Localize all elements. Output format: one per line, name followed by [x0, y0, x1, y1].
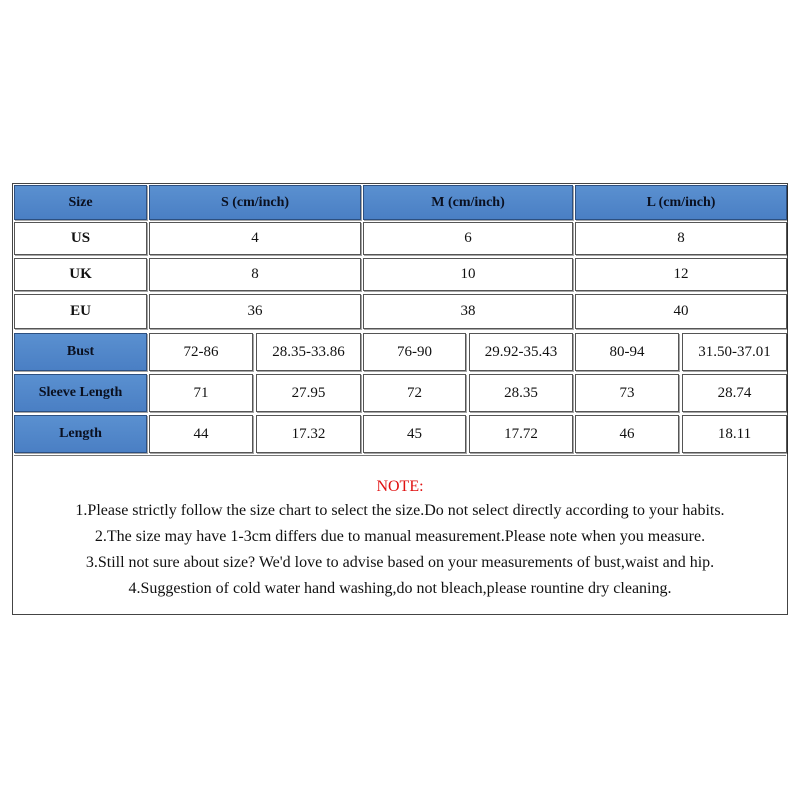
note-line-3: 3.Still not sure about size? We'd love to advise based on your measurements of bust,waist and hip. — [85, 554, 715, 571]
eu-value-s: 36 — [149, 294, 361, 329]
length-m-cm: 45 — [363, 415, 466, 453]
bust-s-inch: 28.35-33.86 — [256, 333, 361, 371]
us-value-l: 8 — [575, 222, 787, 255]
row-label-uk: UK — [14, 258, 147, 291]
sleeve-m-cm: 72 — [363, 374, 466, 412]
note-title: NOTE: — [376, 478, 424, 495]
uk-value-s: 8 — [149, 258, 361, 291]
bust-l-inch: 31.50-37.01 — [682, 333, 787, 371]
length-l-inch: 18.11 — [682, 415, 787, 453]
bust-s-cm: 72-86 — [149, 333, 253, 371]
sleeve-s-inch: 27.95 — [256, 374, 361, 412]
note-line-4: 4.Suggestion of cold water hand washing,do not bleach,please rountine dry cleaning. — [128, 580, 672, 597]
bust-m-cm: 76-90 — [363, 333, 466, 371]
uk-value-m: 10 — [363, 258, 573, 291]
sleeve-m-inch: 28.35 — [469, 374, 573, 412]
header-size-label: Size — [14, 185, 147, 220]
header-size-s: S (cm/inch) — [149, 185, 361, 220]
us-value-m: 6 — [363, 222, 573, 255]
eu-value-m: 38 — [363, 294, 573, 329]
row-label-length: Length — [14, 415, 147, 453]
length-m-inch: 17.72 — [469, 415, 573, 453]
us-value-s: 4 — [149, 222, 361, 255]
length-s-inch: 17.32 — [256, 415, 361, 453]
sleeve-l-cm: 73 — [575, 374, 679, 412]
header-size-m: M (cm/inch) — [363, 185, 573, 220]
eu-value-l: 40 — [575, 294, 787, 329]
row-label-bust: Bust — [14, 333, 147, 371]
row-label-eu: EU — [14, 294, 147, 329]
notes-section — [14, 455, 786, 614]
row-label-us: US — [14, 222, 147, 255]
sleeve-l-inch: 28.74 — [682, 374, 787, 412]
uk-value-l: 12 — [575, 258, 787, 291]
length-l-cm: 46 — [575, 415, 679, 453]
header-size-l: L (cm/inch) — [575, 185, 787, 220]
bust-l-cm: 80-94 — [575, 333, 679, 371]
note-line-1: 1.Please strictly follow the size chart to select the size.Do not select directly according to your habits. — [75, 502, 725, 519]
length-s-cm: 44 — [149, 415, 253, 453]
row-label-sleeve-length: Sleeve Length — [14, 374, 147, 412]
note-line-2: 2.The size may have 1-3cm differs due to manual measurement.Please note when you measure. — [94, 528, 706, 545]
sleeve-s-cm: 71 — [149, 374, 253, 412]
bust-m-inch: 29.92-35.43 — [469, 333, 573, 371]
